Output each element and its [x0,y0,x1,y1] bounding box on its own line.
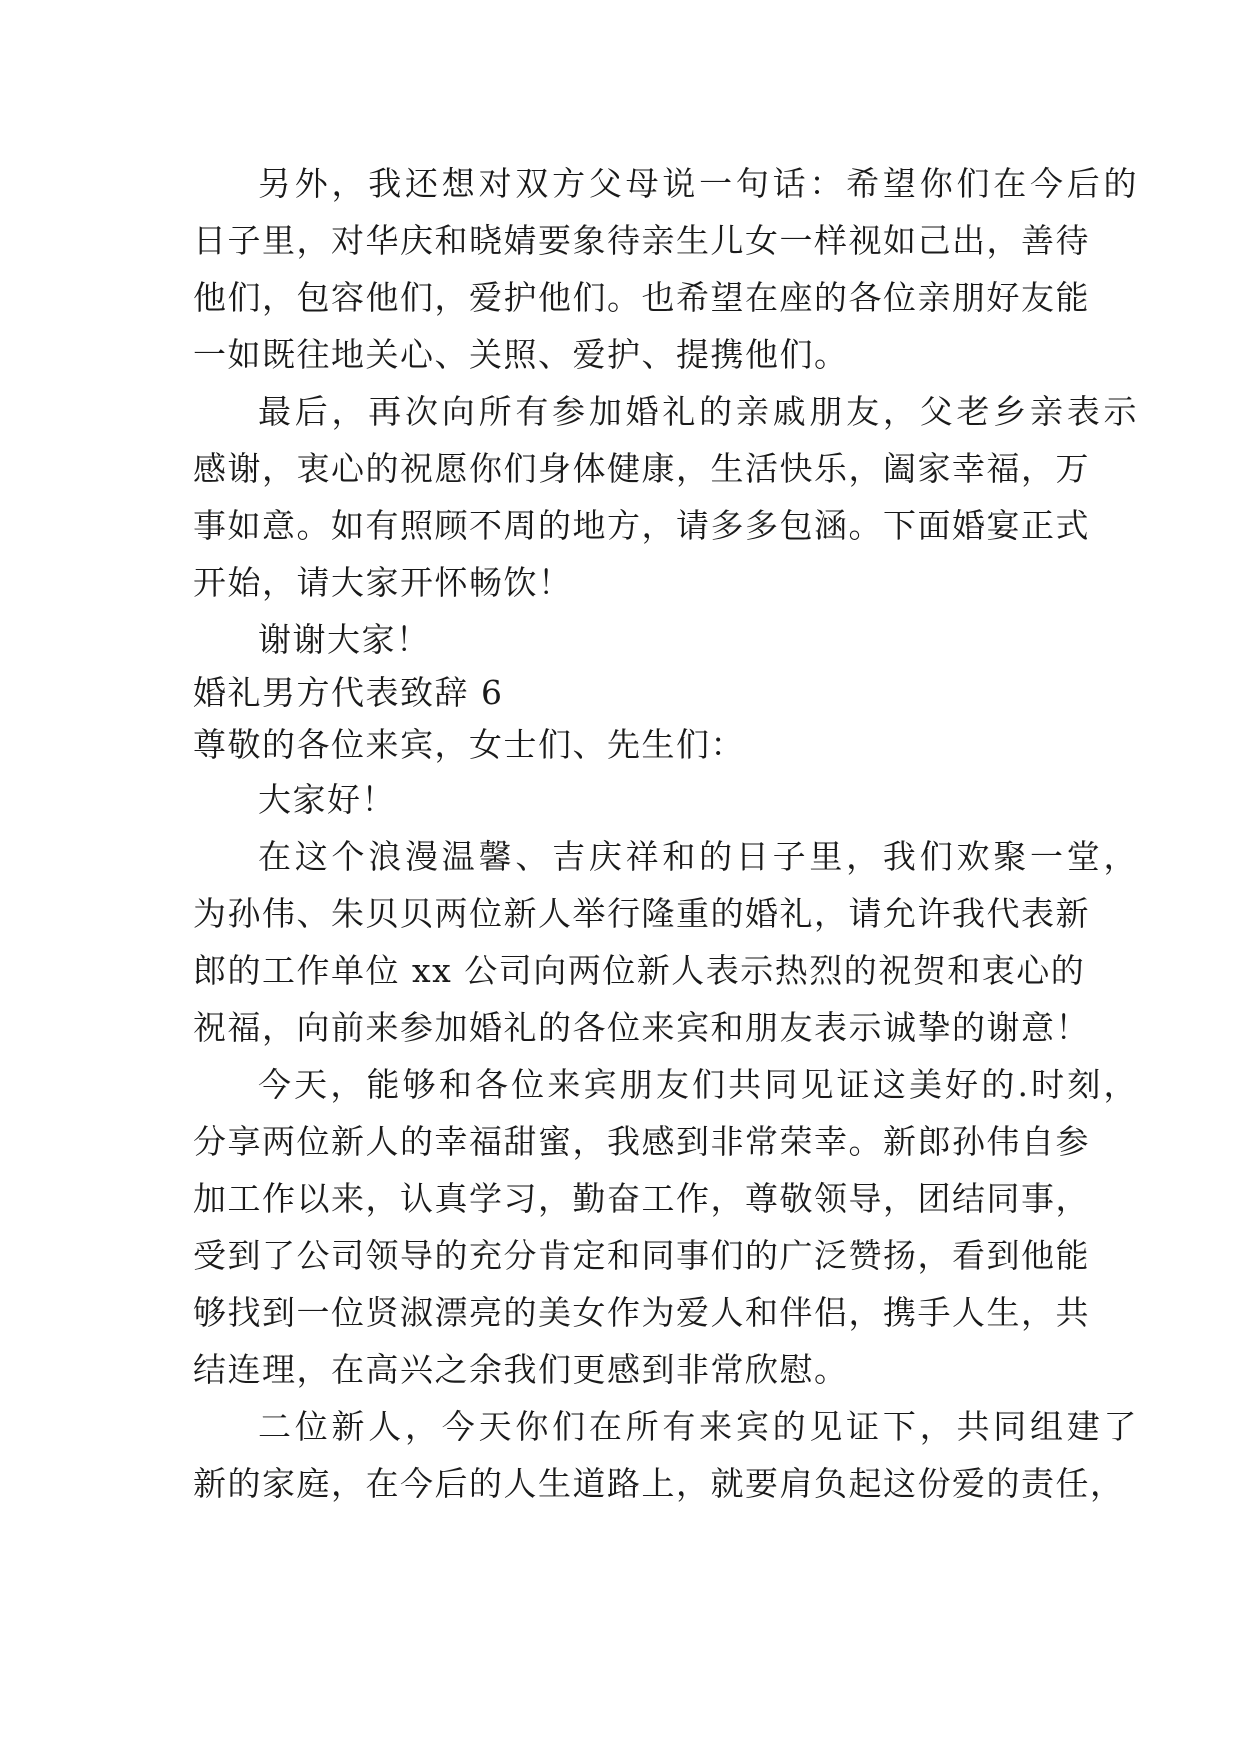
paragraph-line: 感谢，衷心的祝愿你们身体健康，生活快乐，阖家幸福，万 [193,449,1090,488]
closing-line: 谢谢大家！ [258,620,431,659]
paragraph-line: 今天，能够和各位来宾朋友们共同见证这美好的.时刻， [258,1065,1138,1104]
paragraph-line: 够找到一位贤淑漂亮的美女作为爱人和伴侣，携手人生，共 [193,1293,1090,1332]
section-heading: 婚礼男方代表致辞 6 [193,673,504,712]
paragraph-line: 另外，我还想对双方父母说一句话：希望你们在今后的 [258,164,1138,203]
paragraph-line: 他们，包容他们，爱护他们。也希望在座的各位亲朋好友能 [193,278,1090,317]
paragraph-line: 日子里，对华庆和晓婧要象待亲生儿女一样视如己出，善待 [193,221,1090,260]
paragraph-line: 郎的工作单位 xx 公司向两位新人表示热烈的祝贺和衷心的 [193,951,1086,990]
paragraph-line: 分享两位新人的幸福甜蜜，我感到非常荣幸。新郎孙伟自参 [193,1122,1090,1161]
paragraph-line: 二位新人，今天你们在所有来宾的见证下，共同组建了 [258,1407,1138,1446]
greeting-line: 大家好！ [258,780,396,819]
paragraph-line: 祝福，向前来参加婚礼的各位来宾和朋友表示诚挚的谢意！ [193,1008,1090,1047]
paragraph-line: 新的家庭，在今后的人生道路上，就要肩负起这份爱的责任， [193,1464,1125,1503]
paragraph-line: 一如既往地关心、关照、爱护、提携他们。 [193,335,849,374]
paragraph-line: 为孙伟、朱贝贝两位新人举行隆重的婚礼，请允许我代表新 [193,894,1090,933]
paragraph-line: 开始，请大家开怀畅饮！ [193,563,573,602]
paragraph-line: 结连理，在高兴之余我们更感到非常欣慰。 [193,1350,849,1389]
paragraph-line: 事如意。如有照顾不周的地方，请多多包涵。下面婚宴正式 [193,506,1090,545]
paragraph-line: 在这个浪漫温馨、吉庆祥和的日子里，我们欢聚一堂， [258,837,1138,876]
paragraph-line: 加工作以来，认真学习，勤奋工作，尊敬领导，团结同事， [193,1179,1090,1218]
salutation-line: 尊敬的各位来宾，女士们、先生们： [193,725,745,764]
paragraph-line: 受到了公司领导的充分肯定和同事们的广泛赞扬，看到他能 [193,1236,1090,1275]
paragraph-line: 最后，再次向所有参加婚礼的亲戚朋友，父老乡亲表示 [258,392,1138,431]
